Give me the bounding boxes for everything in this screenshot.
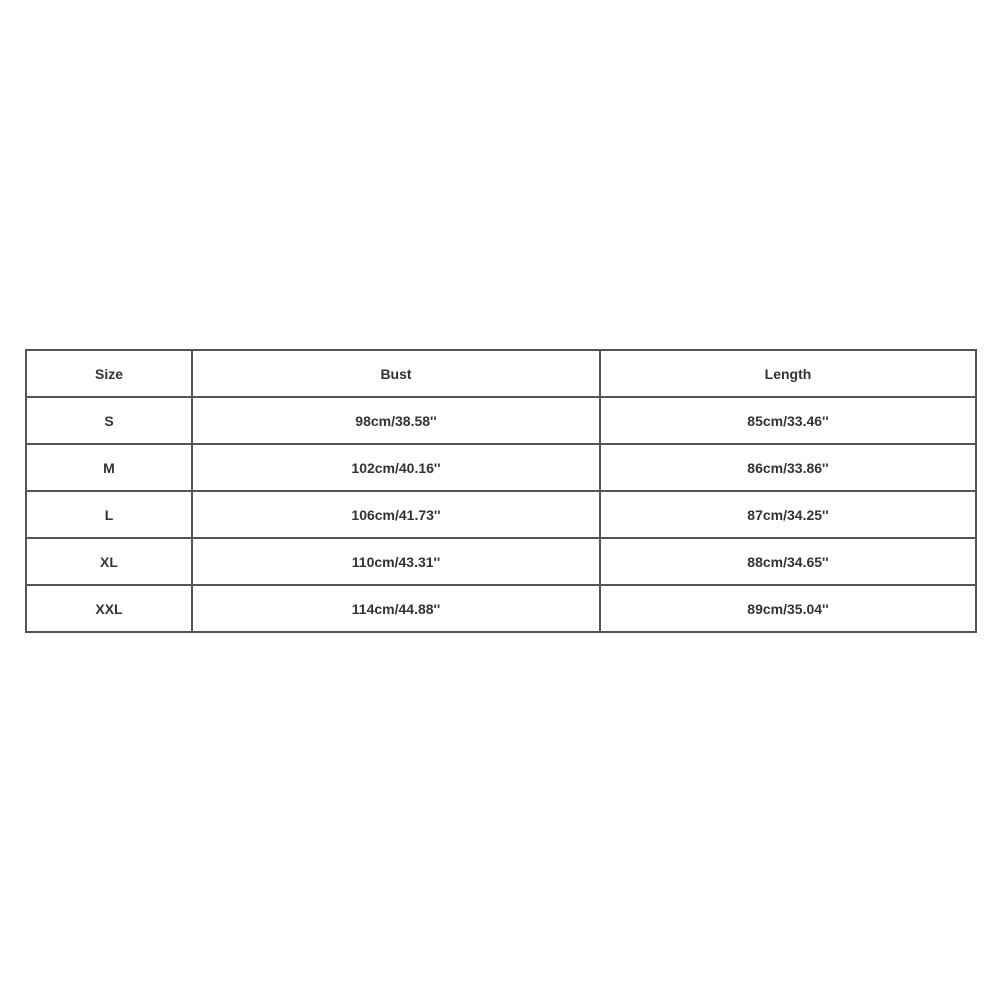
table-row (26, 444, 976, 491)
cell-bust: 114cm/44.88'' (192, 585, 600, 632)
cell-length: 89cm/35.04'' (600, 585, 976, 632)
table-row (26, 491, 976, 538)
cell-size: M (26, 444, 192, 491)
size-chart-table (25, 349, 977, 633)
cell-bust: 106cm/41.73'' (192, 491, 600, 538)
cell-size: XL (26, 538, 192, 585)
table-row (26, 585, 976, 632)
header-length: Length (600, 350, 976, 397)
cell-length: 85cm/33.46'' (600, 397, 976, 444)
cell-size: L (26, 491, 192, 538)
header-bust: Bust (192, 350, 600, 397)
table-row (26, 397, 976, 444)
cell-size: S (26, 397, 192, 444)
table-header-row (26, 350, 976, 397)
cell-length: 87cm/34.25'' (600, 491, 976, 538)
cell-bust: 110cm/43.31'' (192, 538, 600, 585)
cell-length: 88cm/34.65'' (600, 538, 976, 585)
cell-bust: 102cm/40.16'' (192, 444, 600, 491)
table-row (26, 538, 976, 585)
cell-bust: 98cm/38.58'' (192, 397, 600, 444)
header-size: Size (26, 350, 192, 397)
cell-size: XXL (26, 585, 192, 632)
cell-length: 86cm/33.86'' (600, 444, 976, 491)
